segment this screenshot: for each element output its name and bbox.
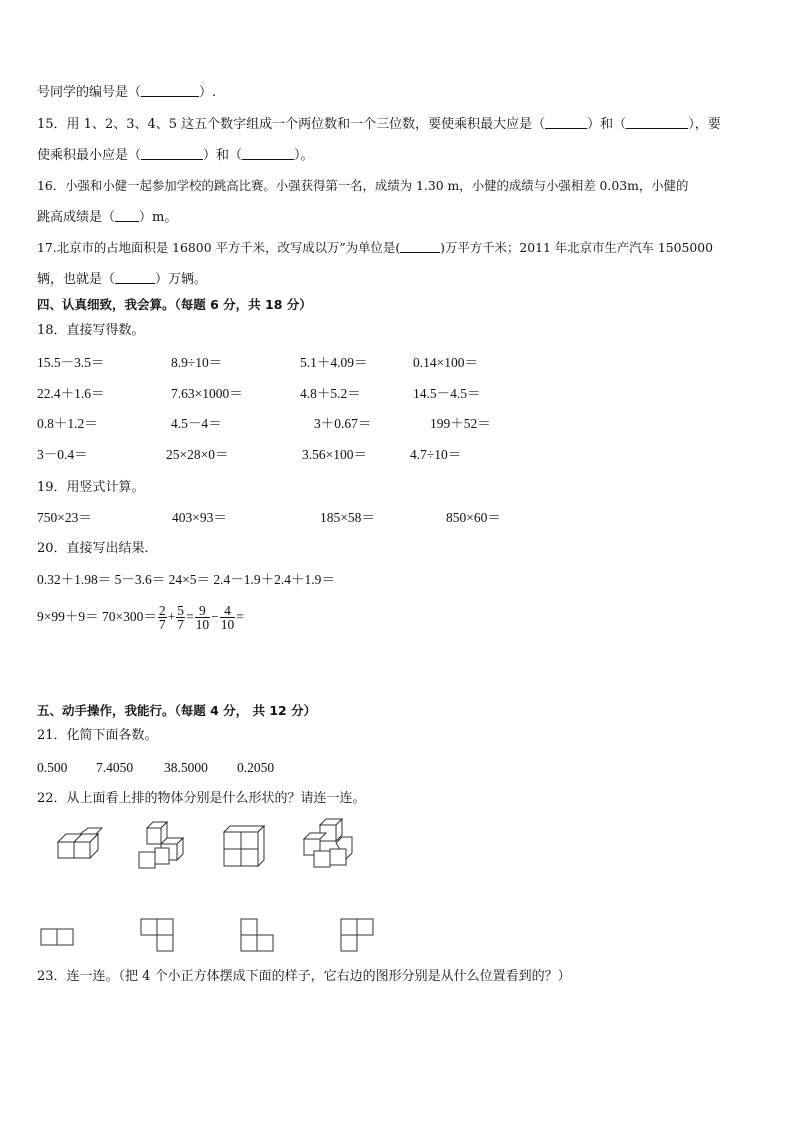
fraction: $\frac{4}{10}$ xyxy=(220,603,235,633)
q20-title: 20．直接写出结果． xyxy=(37,541,158,556)
q21-item: 0.2050 xyxy=(237,760,275,775)
top-view-option-1[interactable] xyxy=(40,928,76,946)
q18-cell: 199＋52＝ xyxy=(430,416,491,431)
answer-blank[interactable] xyxy=(400,240,440,253)
top-view-option-4[interactable] xyxy=(340,918,376,954)
q18-cell: 25×28×0＝ xyxy=(166,447,229,462)
q15-line2: 使乘积最小应是（ ）和（ ）。 xyxy=(37,148,314,163)
q18-cell: 4.5－4＝ xyxy=(171,416,222,431)
q18-cell: 14.5－4.5＝ xyxy=(413,386,481,401)
answer-blank[interactable] xyxy=(115,209,139,222)
q16-line2: 跳高成绩是（ ）m。 xyxy=(37,210,178,225)
answer-blank[interactable] xyxy=(626,116,688,129)
q17-line2: 辆，也就是（ ）万辆。 xyxy=(37,272,208,287)
q18-cell: 3.56×100＝ xyxy=(302,447,367,462)
q21-item: 0.500 xyxy=(37,760,68,775)
q18-cell: 0.8＋1.2＝ xyxy=(37,416,98,431)
q19-item: 403×93＝ xyxy=(172,510,227,525)
cube-solid-3[interactable] xyxy=(220,822,270,868)
q18-cell: 4.7÷10＝ xyxy=(410,447,462,462)
q18-cell: 0.14×100＝ xyxy=(413,355,478,370)
q18-cell: 7.63×1000＝ xyxy=(171,386,243,401)
q14-tail: 号同学的编号是（ ）. xyxy=(37,85,217,100)
fraction: $\frac{2}{7}$ xyxy=(158,603,166,633)
q18-cell: 5.1＋4.09＝ xyxy=(300,355,368,370)
section-5-heading: 五、动手操作，我能行。（每题 4 分， 共 12 分） xyxy=(37,703,317,718)
cube-solid-2[interactable] xyxy=(135,820,195,872)
q18-cell: 4.8＋5.2＝ xyxy=(300,386,361,401)
q19-title: 19．用竖式计算。 xyxy=(37,480,145,495)
q18-cell: 22.4＋1.6＝ xyxy=(37,386,105,401)
q22-title: 22．从上面看上排的物体分别是什么形状的？请连一连。 xyxy=(37,791,366,806)
q21-item: 38.5000 xyxy=(164,760,208,775)
q16-line1: 16．小强和小健一起参加学校的跳高比赛。小强获得第一名，成绩为 1.30 m，小健的成绩与小强相差 0.03m，小健的 xyxy=(37,178,689,193)
q17-line1: 17.北京市的占地面积是 16800 平方千米，改写成以万”为单位是( )万平方千米；2011 年北京市生产汽车 1505000 xyxy=(37,240,714,255)
top-view-option-3[interactable] xyxy=(240,918,276,954)
answer-blank[interactable] xyxy=(242,147,294,160)
q18-cell: 3＋0.67＝ xyxy=(314,416,372,431)
q23-title: 23．连一连。（把 4 个小正方体摆成下面的样子，它右边的图形分别是从什么位置看到的？） xyxy=(37,969,571,984)
cube-solid-1[interactable] xyxy=(52,828,112,872)
section-4-heading: 四、认真细致，我会算。（每题 6 分，共 18 分） xyxy=(37,297,312,312)
answer-blank[interactable] xyxy=(141,147,203,160)
q18-cell: 8.9÷10＝ xyxy=(171,355,223,370)
q21-title: 21．化简下面各数。 xyxy=(37,728,158,743)
cube-solid-4[interactable] xyxy=(300,815,356,873)
answer-blank[interactable] xyxy=(115,271,155,284)
q19-item: 750×23＝ xyxy=(37,510,92,525)
q18-cell: 15.5－3.5＝ xyxy=(37,355,105,370)
q19-item: 185×58＝ xyxy=(320,510,375,525)
q19-item: 850×60＝ xyxy=(446,510,501,525)
q21-item: 7.4050 xyxy=(96,760,134,775)
answer-blank[interactable] xyxy=(545,116,587,129)
q20-line2: 9×99＋9＝ 70×300＝ $\frac{2}{7}$ + $\frac{5}{7}$ = $\frac{9}{10}$ − $\frac{4}{10}$ = xyxy=(37,603,244,633)
q15-line1: 15．用 1、2、3、4、5 这五个数字组成一个两位数和一个三位数，要使乘积最大应是（ ）和（ ），要 xyxy=(37,117,721,132)
fraction: $\frac{9}{10}$ xyxy=(195,603,210,633)
q18-cell: 3－0.4＝ xyxy=(37,447,88,462)
answer-blank[interactable] xyxy=(141,84,199,97)
q18-title: 18．直接写得数。 xyxy=(37,323,145,338)
q20-line1: 0.32＋1.98＝ 5－3.6＝ 24×5＝ 2.4－1.9＋2.4＋1.9＝ xyxy=(37,572,335,587)
fraction: $\frac{5}{7}$ xyxy=(177,603,184,633)
top-view-option-2[interactable] xyxy=(140,918,176,954)
